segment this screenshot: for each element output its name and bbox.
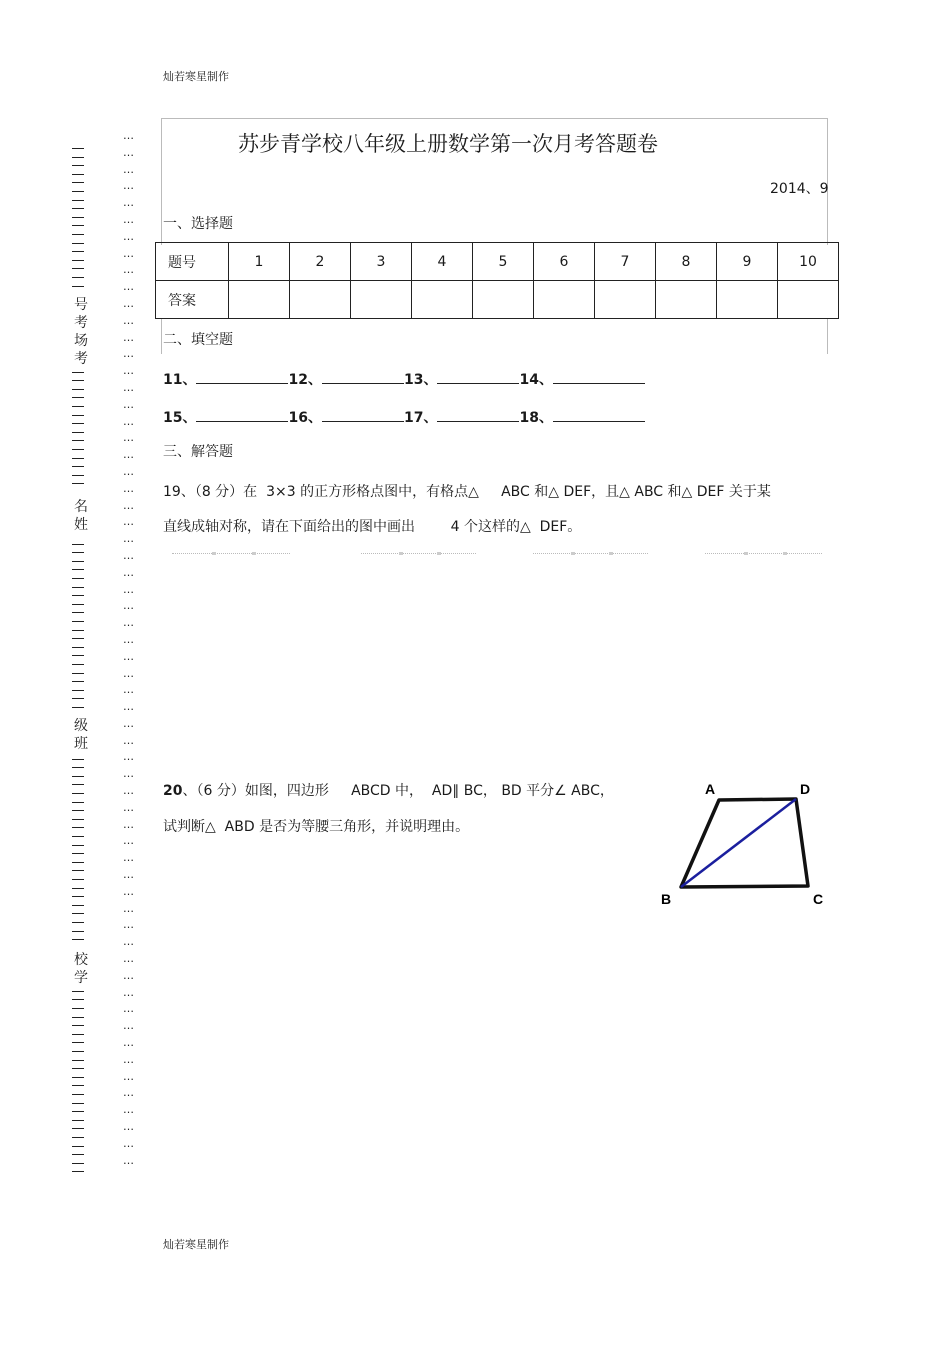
blank-sep: 、 [182,410,197,426]
binding-dash [72,1137,84,1138]
binding-dash [72,432,84,433]
binding-dash [72,905,84,906]
binding-dash [72,621,84,622]
binding-dash [72,234,84,235]
binding-dash [72,1146,84,1147]
blank-number: 18 [519,410,539,426]
blank-number: 14 [519,372,539,388]
binding-dash [72,1128,84,1129]
q20-number: 20 [163,783,183,799]
binding-dash [72,931,84,932]
binding-dash [72,268,84,269]
binding-dash [72,707,84,708]
binding-dash [72,208,84,209]
binding-dash [72,819,84,820]
binding-dash [72,380,84,381]
binding-dash [72,827,84,828]
binding-dash [72,922,84,923]
binding-dash [72,165,84,166]
answer-cell[interactable] [595,281,656,319]
binding-dash [72,991,84,992]
binding-dash [72,397,84,398]
binding-dash [72,243,84,244]
binding-dash [72,604,84,605]
q20-line2: 试判断△ ABD 是否为等腰三角形，并说明理由。 [163,819,470,835]
blank-number: 16 [288,410,308,426]
label-char: 号 [74,297,88,313]
binding-dash [72,1103,84,1104]
binding-dash [72,1171,84,1172]
binding-dash [72,802,84,803]
page-title: 苏步青学校八年级上册数学第一次月考答题卷 [238,132,658,156]
blank-number: 12 [288,372,308,388]
blank-number: 15 [163,410,183,426]
diagonal-bd [681,799,796,887]
binding-dash [72,999,84,1000]
q19-number: 19 [163,484,181,500]
blank-number: 13 [403,372,424,388]
q19-line1 [163,481,771,501]
exam-number-label [74,296,88,368]
footer-watermark: 灿若寒星制作 [163,1238,229,1251]
binding-dash [72,896,84,897]
binding-dash [72,483,84,484]
grid-figure-top [361,553,476,555]
section3-heading: 三、解答题 [163,444,233,460]
blank-sep: 、 [307,372,322,388]
binding-dash [72,191,84,192]
question-number: 5 [473,243,534,281]
binding-dash [72,681,84,682]
answer-cell[interactable] [351,281,412,319]
binding-dash [72,466,84,467]
quadrilateral-figure [650,770,840,915]
binding-dash [72,200,84,201]
answer-cell[interactable] [229,281,290,319]
question-number: 6 [534,243,595,281]
binding-dash [72,1051,84,1052]
binding-dash [72,759,84,760]
binding-dash [72,870,84,871]
binding-dash [72,793,84,794]
question-number: 8 [656,243,717,281]
question-number: 2 [290,243,351,281]
answer-cell[interactable] [717,281,778,319]
binding-dash [72,810,84,811]
date: 2014、9 [770,181,829,197]
binding-dash [72,578,84,579]
binding-dash [72,1163,84,1164]
answer-cell[interactable] [534,281,595,319]
binding-dots: … … … … … … … … … … … … … … … … … … … … … … … … … … … … … … … … … … … … … … … … … … … … … … … … … … … … … … … … … … … … … … [123,129,133,1167]
binding-dash [72,845,84,846]
label-char: 考 [74,315,88,331]
binding-dash [72,1008,84,1009]
section2-heading: 二、填空题 [163,332,233,348]
binding-dash [72,423,84,424]
row-header-number: 题号 [156,243,229,281]
binding-dash [72,1111,84,1112]
binding-dash [72,286,84,287]
answer-blank[interactable] [322,369,404,384]
binding-dash [72,1017,84,1018]
binding-dash [72,1085,84,1086]
grid-figure-top [705,553,822,555]
binding-dash [72,389,84,390]
vertex-label-b: B [661,891,672,907]
answer-blank[interactable] [322,407,404,422]
binding-dash [72,690,84,691]
label-char: 姓 [74,517,88,533]
table-row [156,281,839,319]
header-watermark: 灿若寒星制作 [163,70,229,83]
binding-dash [72,552,84,553]
fill-row-2 [163,407,645,427]
frame-top [161,118,828,119]
binding-dash [72,698,84,699]
binding-dash [72,225,84,226]
blank-sep: 、 [538,410,553,426]
binding-dash [72,1025,84,1026]
binding-dash [72,673,84,674]
label-char: 校 [74,952,88,968]
blank-sep: 、 [423,372,438,388]
q20-text: 、（6 分）如图，四边形 ABCD 中， AD∥ BC， BD 平分∠ ABC， [182,783,614,799]
blank-sep: 、 [538,372,553,388]
binding-dash [72,647,84,648]
binding-dash [72,879,84,880]
binding-dash [72,217,84,218]
binding-dash [72,544,84,545]
binding-dash [72,913,84,914]
binding-dash [72,612,84,613]
binding-dash [72,664,84,665]
answer-cell[interactable] [656,281,717,319]
answer-cell[interactable] [778,281,839,319]
vertex-label-a: A [705,781,716,797]
binding-dash [72,1077,84,1078]
binding-dash [72,148,84,149]
grid-figure-top [172,553,290,555]
binding-dash [72,569,84,570]
answer-blank[interactable] [553,369,645,384]
blank-sep: 、 [307,410,322,426]
vertex-label-d: D [800,781,811,797]
binding-dash [72,1068,84,1069]
binding-dash [72,157,84,158]
frame-right-lower [827,318,828,354]
binding-dash [72,784,84,785]
answer-table [155,242,839,319]
answer-blank[interactable] [196,369,288,384]
binding-dash [72,638,84,639]
binding-dash [72,1120,84,1121]
binding-dash [72,939,84,940]
binding-dash [72,836,84,837]
name-label [74,498,88,534]
binding-dash [72,415,84,416]
question-number: 4 [412,243,473,281]
blank-sep: 、 [423,410,438,426]
binding-dash [72,458,84,459]
frame-left-lower [161,318,162,354]
question-number: 3 [351,243,412,281]
answer-blank[interactable] [437,369,519,384]
binding-dash [72,372,84,373]
fill-row-1 [163,369,645,389]
blank-sep: 、 [182,372,197,388]
binding-dash [72,1154,84,1155]
binding-dash [72,277,84,278]
question-number: 9 [717,243,778,281]
binding-dash [72,1042,84,1043]
binding-dash [72,888,84,889]
binding-dash [72,1060,84,1061]
binding-dash [72,776,84,777]
blank-number: 17 [403,410,424,426]
row-header-answer: 答案 [156,281,229,319]
binding-dash [72,587,84,588]
binding-dash [72,862,84,863]
binding-dash [72,1094,84,1095]
answer-cell[interactable] [473,281,534,319]
binding-dash [72,1034,84,1035]
grid-figure-top [533,553,648,555]
label-char: 考 [74,351,88,367]
q19-line2: 直线成轴对称，请在下面给出的图中画出 4 个这样的△ DEF。 [163,519,582,535]
binding-dash [72,561,84,562]
binding-dash [72,655,84,656]
section1-heading: 一、选择题 [163,216,233,232]
label-char: 名 [74,499,88,515]
answer-blank[interactable] [196,407,288,422]
q19-text: 、（8 分）在 3×3 的正方形格点图中，有格点△ ABC 和△ DEF，且△ ABC 和△ DEF 关于某 [180,484,771,500]
binding-dash [72,440,84,441]
frame-left [161,118,162,245]
label-char: 学 [74,970,88,986]
binding-dash [72,853,84,854]
question-number: 10 [778,243,839,281]
binding-dash [72,449,84,450]
answer-cell[interactable] [412,281,473,319]
school-label [74,951,88,987]
blank-number: 11 [163,372,183,388]
vertex-label-c: C [813,891,824,907]
class-label [74,717,88,753]
binding-dash [72,251,84,252]
label-char: 场 [74,333,88,349]
answer-cell[interactable] [290,281,351,319]
binding-dash [72,182,84,183]
binding-dash [72,595,84,596]
binding-dash [72,260,84,261]
q20-line1 [163,780,614,800]
question-number: 7 [595,243,656,281]
binding-dash [72,406,84,407]
answer-blank[interactable] [553,407,645,422]
label-char: 班 [74,736,88,752]
binding-dash [72,475,84,476]
binding-dash [72,174,84,175]
table-row [156,243,839,281]
answer-blank[interactable] [437,407,519,422]
binding-dash [72,630,84,631]
question-number: 1 [229,243,290,281]
label-char: 级 [74,718,88,734]
binding-dash [72,767,84,768]
